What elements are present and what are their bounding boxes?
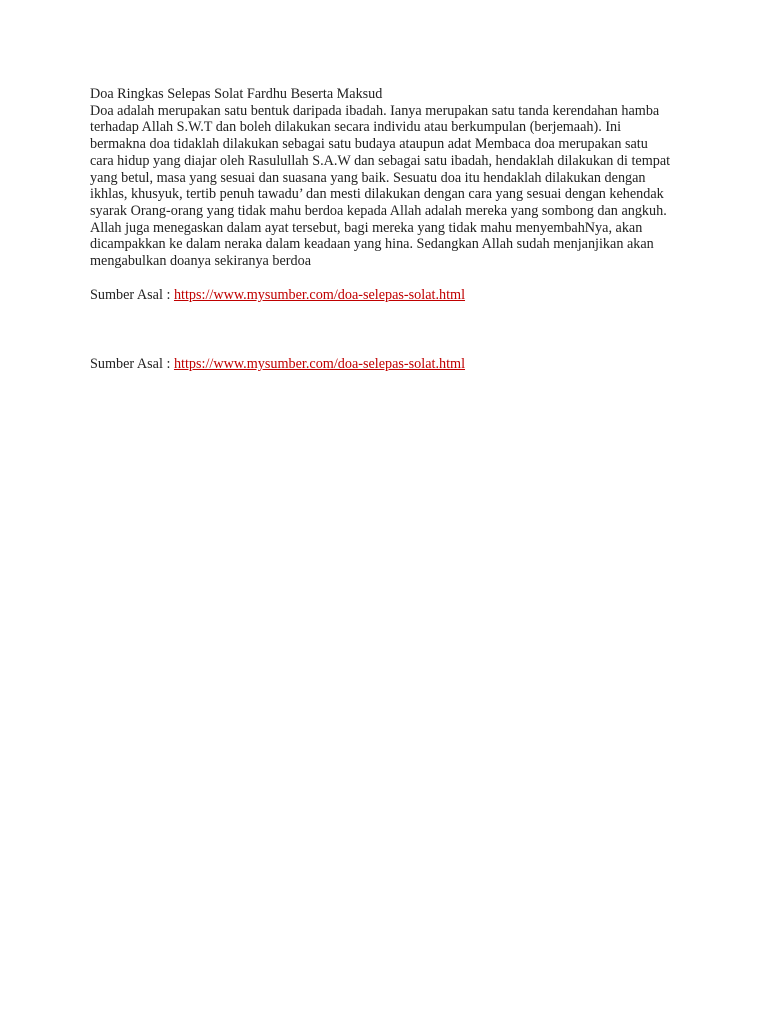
document-title: Doa Ringkas Selepas Solat Fardhu Beserta Maksud (90, 86, 383, 102)
source-label: Sumber Asal : (90, 286, 174, 303)
source-reference (90, 287, 690, 304)
document-body (90, 86, 690, 373)
paragraph-line: Allah juga menegaskan dalam ayat tersebut, bagi mereka yang tidak mahu menyembahNya, akan (90, 219, 643, 236)
paragraph-line: yang betul, masa yang sesuai dan suasana yang baik. Sesuatu doa itu hendaklah dilakukan dengan (90, 169, 646, 186)
source-link[interactable]: https://www.mysumber.com/doa-selepas-solat.html (173, 286, 466, 303)
source-reference (90, 356, 690, 373)
paragraph-line: ikhlas, khusyuk, tertib penuh tawadu’ dan mesti dilakukan dengan cara yang sesuai dengan kehendak (90, 186, 664, 203)
paragraph-line: mengabulkan doanya sekiranya berdoa (90, 253, 312, 270)
paragraph-line: dicampakkan ke dalam neraka dalam keadaan yang hina. Sedangkan Allah sudah menjanjikan akan (90, 236, 654, 253)
paragraph-line: terhadap Allah S.W.T dan boleh dilakukan secara individu atau berkumpulan (berjemaah). Ini (90, 119, 622, 136)
source-label: Sumber Asal : (90, 356, 174, 373)
paragraph-line: syarak Orang-orang yang tidak mahu berdoa kepada Allah adalah mereka yang sombong dan angkuh. (90, 202, 667, 219)
paragraph-line: bermakna doa tidaklah dilakukan sebagai satu budaya ataupun adat Membaca doa merupakan satu (90, 136, 648, 153)
paragraph-line: Doa adalah merupakan satu bentuk daripada ibadah. Ianya merupakan satu tanda kerendahan hamba (90, 102, 660, 119)
document-paragraph (90, 103, 690, 270)
source-link[interactable]: https://www.mysumber.com/doa-selepas-solat.html (173, 356, 466, 373)
paragraph-line: cara hidup yang diajar oleh Rasulullah S.A.W dan sebagai satu ibadah, hendaklah dilakukan di tempat (90, 152, 671, 169)
